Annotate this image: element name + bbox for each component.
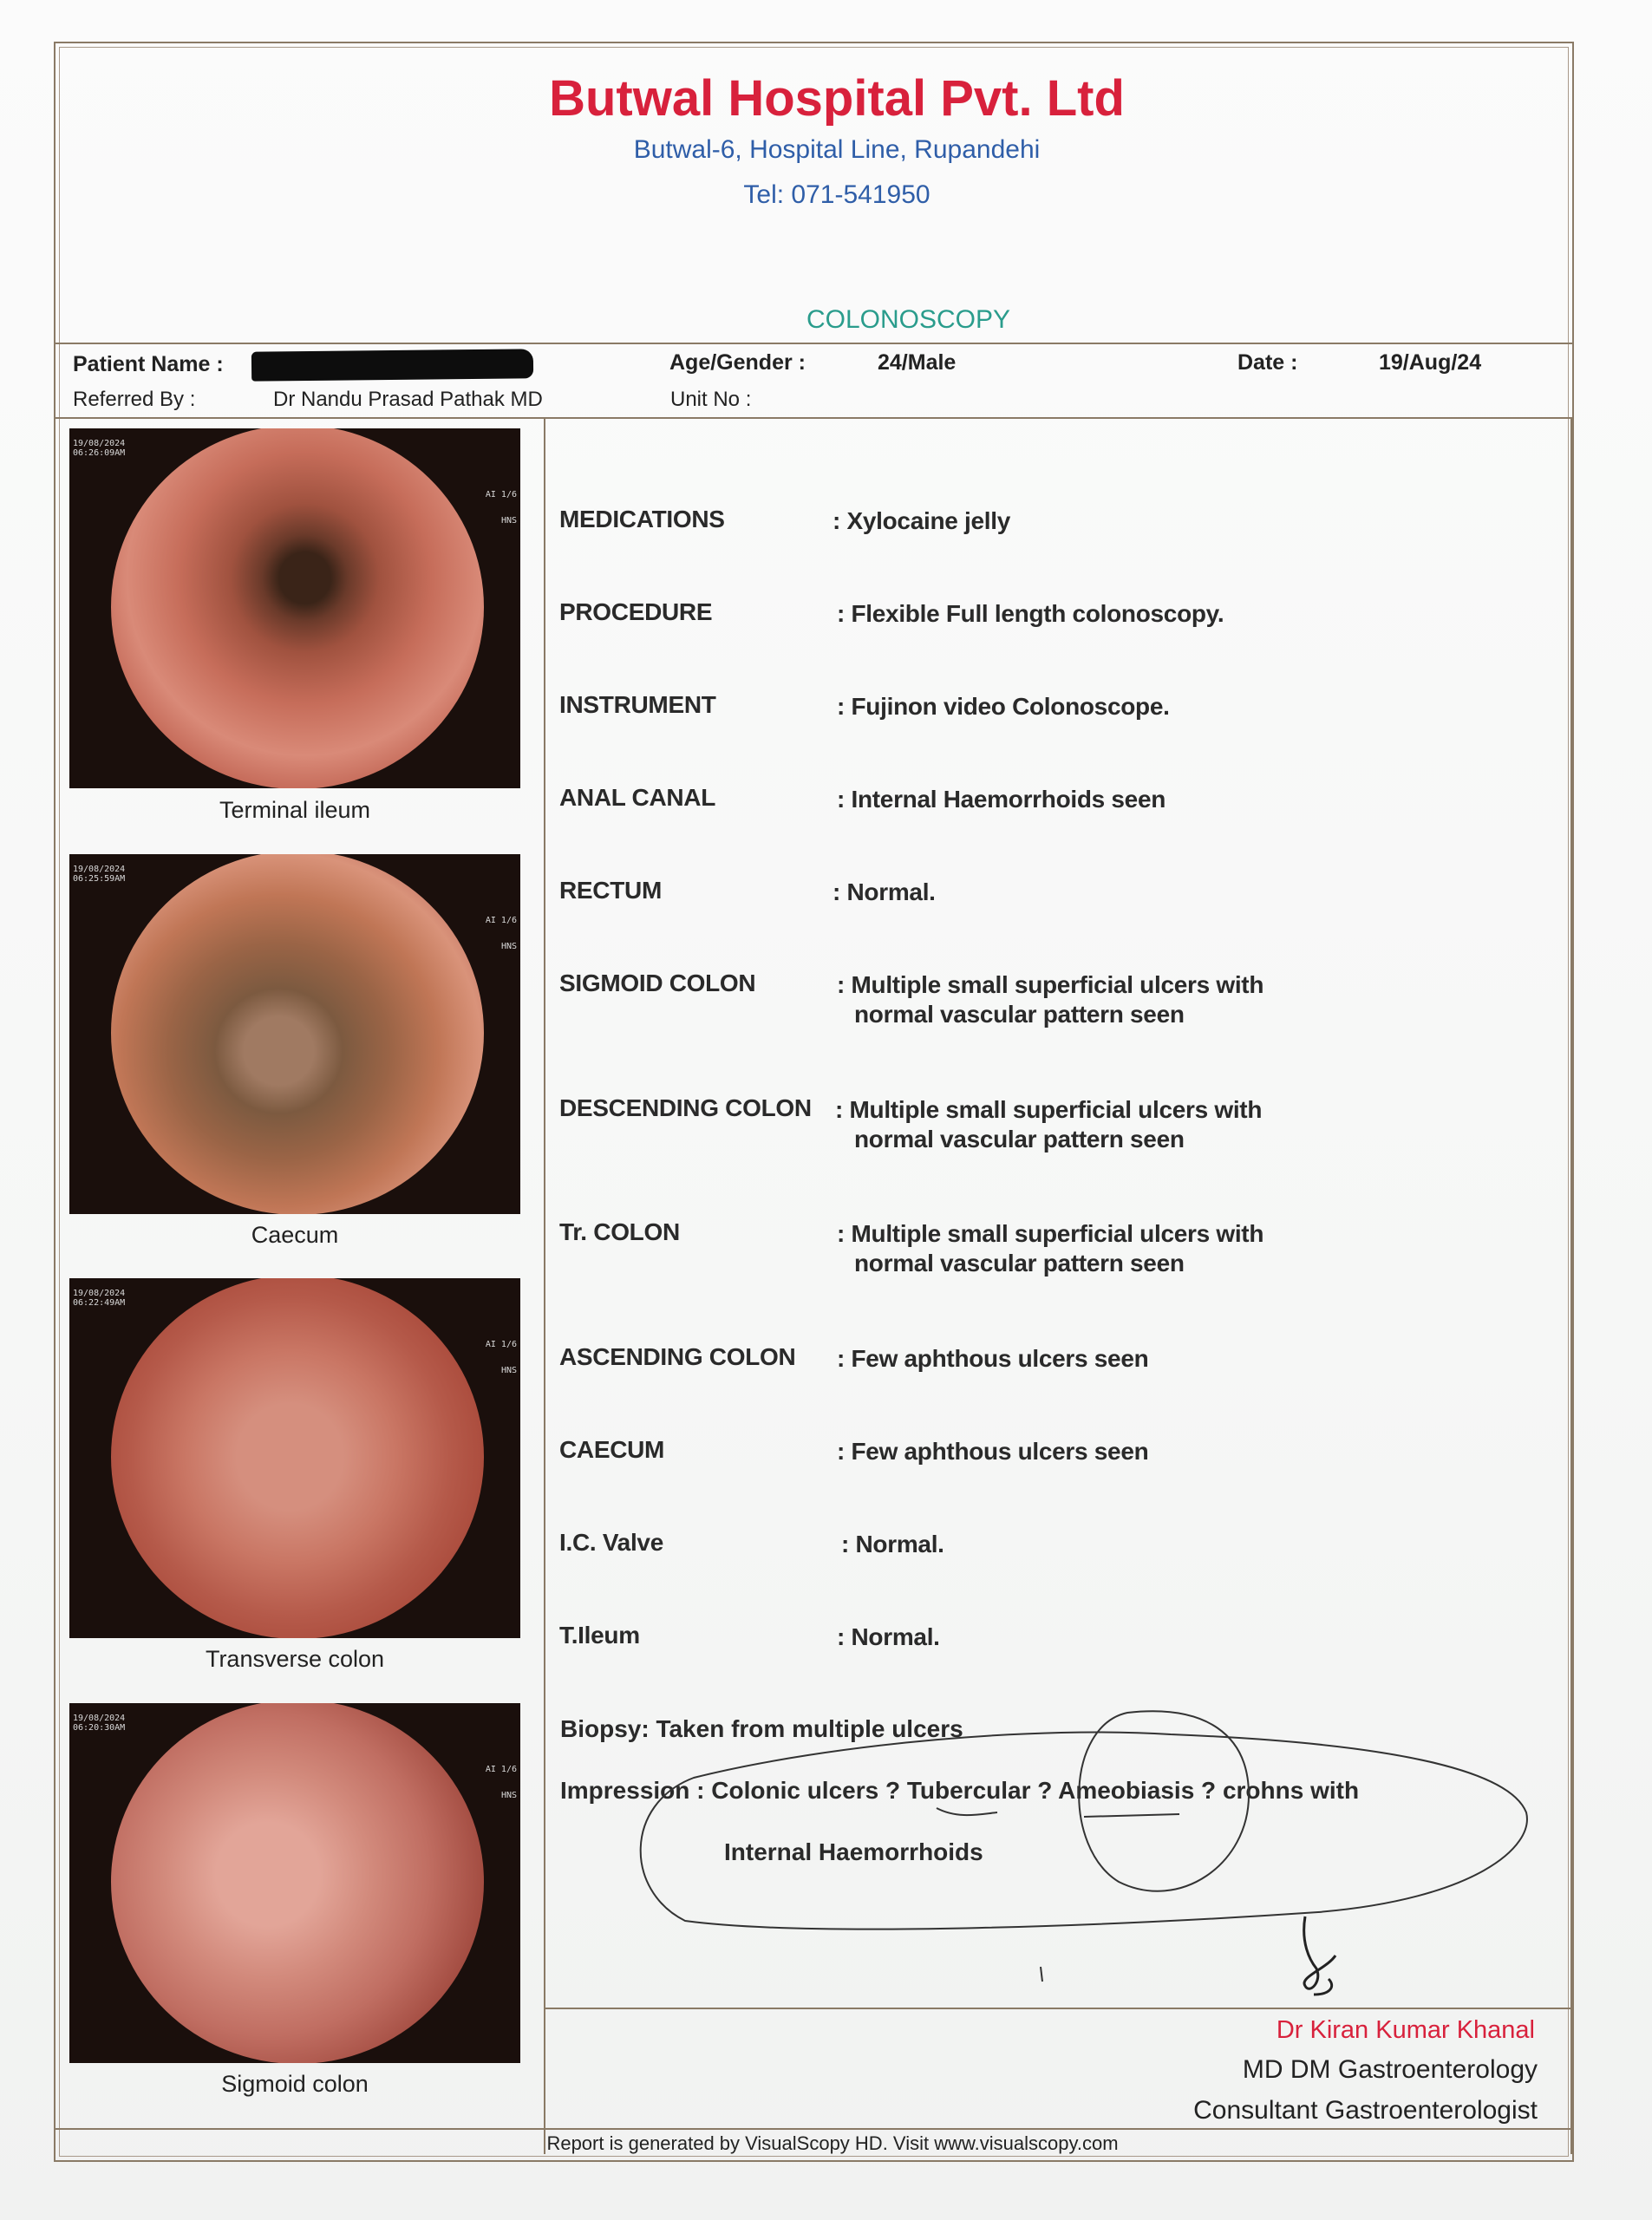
image-caption: Transverse colon bbox=[205, 1646, 385, 1672]
image-caption: Terminal ileum bbox=[219, 797, 371, 823]
biopsy-note: Biopsy: Taken from multiple ulcers bbox=[560, 1715, 963, 1742]
date-label: Date : bbox=[1237, 350, 1298, 375]
image-overlay-text: AI 1/6 HNS bbox=[485, 490, 517, 526]
finding-value: : Normal. bbox=[841, 1531, 944, 1557]
finding-label: INSTRUMENT bbox=[559, 691, 716, 718]
patient-name-label: Patient Name : bbox=[73, 352, 224, 376]
referred-by-value: Dr Nandu Prasad Pathak MD bbox=[273, 388, 543, 411]
age-gender-value: 24/Male bbox=[878, 350, 957, 375]
finding-label: I.C. Valve bbox=[559, 1529, 663, 1556]
doctor-title: Consultant Gastroenterologist bbox=[1193, 2096, 1538, 2125]
doctor-name: Dr Kiran Kumar Khanal bbox=[1276, 2016, 1535, 2044]
hospital-name: Butwal Hospital Pvt. Ltd bbox=[549, 70, 1125, 127]
image-timestamp: 19/08/2024 06:26:09AM bbox=[73, 439, 126, 458]
hospital-address: Butwal-6, Hospital Line, Rupandehi bbox=[633, 135, 1041, 164]
image-caption: Sigmoid colon bbox=[221, 2071, 369, 2097]
finding-value: : Multiple small superficial ulcers with bbox=[835, 1096, 1263, 1123]
finding-value-continued: normal vascular pattern seen bbox=[854, 1250, 1185, 1276]
finding-label: PROCEDURE bbox=[559, 598, 713, 625]
doctor-degree: MD DM Gastroenterology bbox=[1242, 2055, 1538, 2084]
finding-label: SIGMOID COLON bbox=[559, 970, 756, 996]
finding-label: DESCENDING COLON bbox=[559, 1094, 812, 1121]
finding-label: CAECUM bbox=[559, 1436, 665, 1463]
finding-label: T.Ileum bbox=[559, 1622, 640, 1649]
impression-line-continued: Internal Haemorrhoids bbox=[724, 1838, 983, 1865]
image-timestamp: 19/08/2024 06:25:59AM bbox=[73, 865, 126, 884]
finding-value: : Flexible Full length colonoscopy. bbox=[837, 600, 1224, 627]
report-type: COLONOSCOPY bbox=[806, 305, 1011, 334]
image-overlay-text: AI 1/6 HNS bbox=[485, 1765, 517, 1800]
image-caption: Caecum bbox=[251, 1222, 339, 1248]
date-value: 19/Aug/24 bbox=[1379, 350, 1482, 375]
finding-label: ASCENDING COLON bbox=[559, 1343, 796, 1370]
image-overlay-text: AI 1/6 HNS bbox=[485, 916, 517, 951]
finding-label: Tr. COLON bbox=[559, 1218, 680, 1245]
finding-value: : Normal. bbox=[837, 1623, 940, 1650]
referred-by-label: Referred By : bbox=[73, 388, 196, 411]
impression-line: Impression : Colonic ulcers ? Tubercular ? Ameobiasis ? crohns with bbox=[560, 1777, 1360, 1804]
finding-value: : Internal Haemorrhoids seen bbox=[837, 786, 1166, 813]
image-timestamp: 19/08/2024 06:20:30AM bbox=[73, 1714, 126, 1733]
finding-value: : Few aphthous ulcers seen bbox=[837, 1438, 1149, 1465]
finding-value: : Multiple small superficial ulcers with bbox=[837, 971, 1264, 998]
finding-label: RECTUM bbox=[559, 877, 662, 904]
finding-value: : Normal. bbox=[833, 878, 936, 905]
unit-no-label: Unit No : bbox=[670, 388, 752, 411]
finding-value: : Multiple small superficial ulcers with bbox=[837, 1220, 1264, 1247]
footer-divider bbox=[54, 2128, 1574, 2130]
report-footer: Report is generated by VisualScopy HD. Visit www.visualscopy.com bbox=[546, 2132, 1119, 2154]
finding-value-continued: normal vascular pattern seen bbox=[854, 1001, 1185, 1028]
finding-label: ANAL CANAL bbox=[559, 784, 716, 811]
hospital-tel: Tel: 071-541950 bbox=[743, 180, 930, 209]
finding-value: : Fujinon video Colonoscope. bbox=[837, 693, 1170, 720]
image-timestamp: 19/08/2024 06:22:49AM bbox=[73, 1289, 126, 1308]
finding-label: MEDICATIONS bbox=[559, 506, 725, 532]
finding-value-continued: normal vascular pattern seen bbox=[854, 1126, 1185, 1152]
age-gender-label: Age/Gender : bbox=[669, 350, 806, 375]
image-overlay-text: AI 1/6 HNS bbox=[485, 1340, 517, 1375]
signature-divider bbox=[544, 2008, 1572, 2009]
finding-value: : Few aphthous ulcers seen bbox=[837, 1345, 1149, 1372]
finding-value: : Xylocaine jelly bbox=[833, 507, 1010, 534]
